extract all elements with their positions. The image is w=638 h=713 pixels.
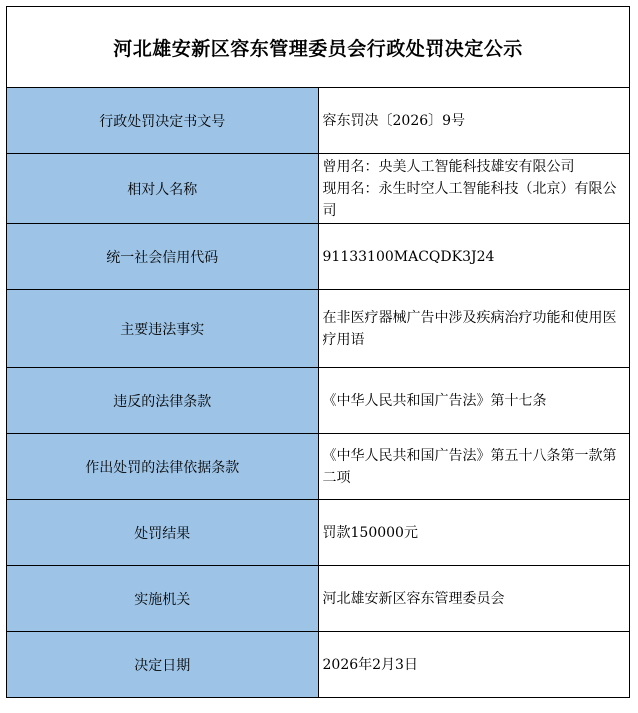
label-violated-clause: 违反的法律条款 xyxy=(7,368,319,434)
table-row-violated-clause xyxy=(7,368,630,434)
label-violation-facts: 主要违法事实 xyxy=(7,290,319,368)
table-row-legal-basis xyxy=(7,434,630,500)
table-row-decision-date xyxy=(7,632,630,698)
table-row-credit-code xyxy=(7,224,630,290)
value-decision-number xyxy=(318,88,630,154)
label-credit-code: 统一社会信用代码 xyxy=(7,224,319,290)
table-row-party-name xyxy=(7,154,630,224)
label-legal-basis: 作出处罚的法律依据条款 xyxy=(7,434,319,500)
value-line: 《中华人民共和国广告法》第五十八条第一款第二项 xyxy=(322,447,617,486)
current-name-line: 现用名：永生时空人工智能科技（北京）有限公司 xyxy=(322,180,617,219)
value-decision-date xyxy=(318,632,630,698)
document-title: 河北雄安新区容东管理委员会行政处罚决定公示 xyxy=(7,7,630,88)
value-line: 容东罚决〔2026〕9号 xyxy=(322,112,466,129)
value-line: 罚款150000元 xyxy=(322,524,418,541)
table-row-penalty-result xyxy=(7,500,630,566)
penalty-notice-table xyxy=(6,6,630,698)
value-credit-code xyxy=(318,224,630,290)
label-enforcement-agency: 实施机关 xyxy=(7,566,319,632)
former-name-line: 曾用名：央美人工智能科技雄安有限公司 xyxy=(322,158,575,175)
label-decision-date: 决定日期 xyxy=(7,632,319,698)
value-violated-clause xyxy=(318,368,630,434)
title-row xyxy=(7,7,630,88)
value-party-name xyxy=(318,154,630,224)
label-penalty-result: 处罚结果 xyxy=(7,500,319,566)
label-party-name: 相对人名称 xyxy=(7,154,319,224)
value-violation-facts xyxy=(318,290,630,368)
value-legal-basis xyxy=(318,434,630,500)
table-row-violation-facts xyxy=(7,290,630,368)
label-decision-number: 行政处罚决定书文号 xyxy=(7,88,319,154)
value-line: 《中华人民共和国广告法》第十七条 xyxy=(322,392,547,409)
value-penalty-result xyxy=(318,500,630,566)
value-line: 河北雄安新区容东管理委员会 xyxy=(322,590,505,607)
table-row-enforcement-agency xyxy=(7,566,630,632)
value-line: 2026年2月3日 xyxy=(322,656,418,673)
value-enforcement-agency xyxy=(318,566,630,632)
value-line: 91133100MACQDK3J24 xyxy=(322,248,495,265)
table-row-decision-number xyxy=(7,88,630,154)
value-line: 在非医疗器械广告中涉及疾病治疗功能和使用医疗用语 xyxy=(322,309,617,348)
